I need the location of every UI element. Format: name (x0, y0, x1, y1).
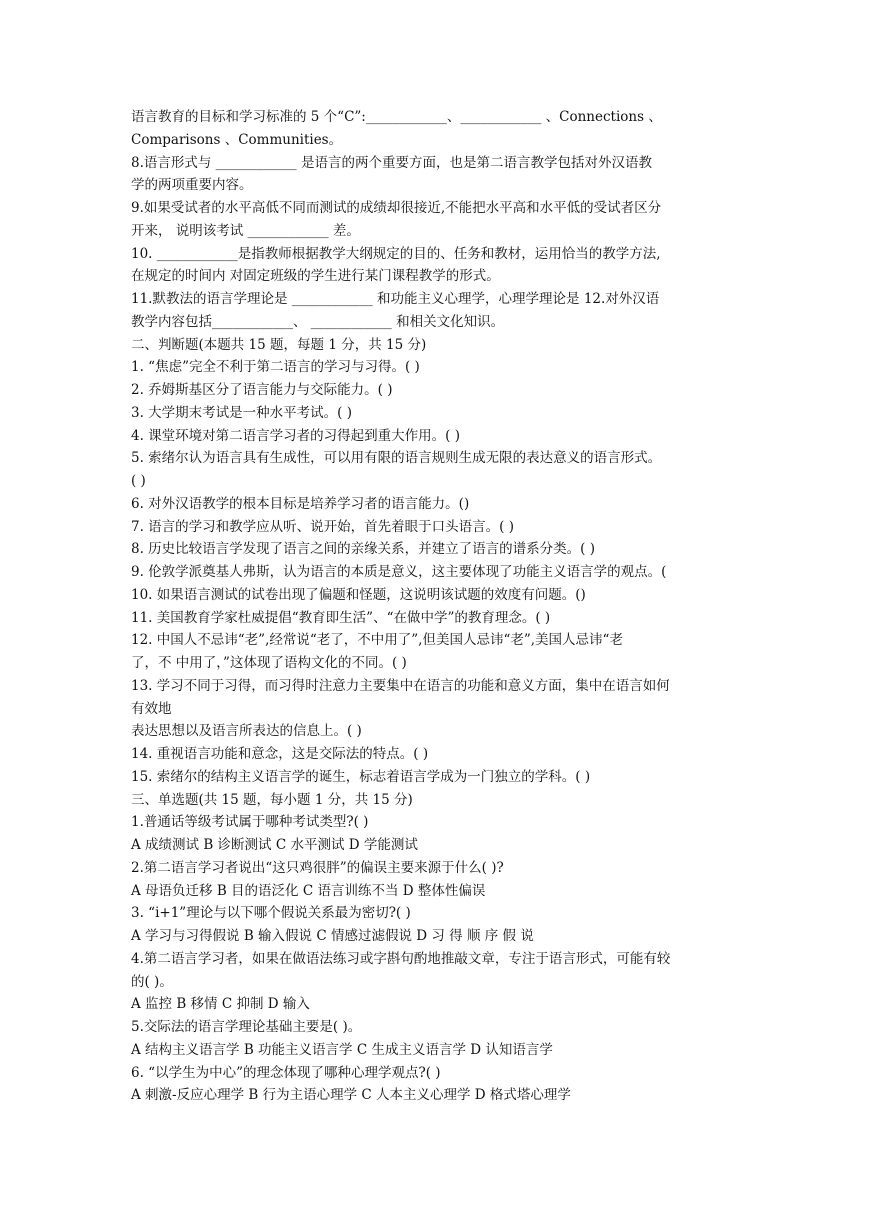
option-line: A 成绩测试 B 诊断测试 C 水平测试 D 学能测试 (131, 837, 418, 853)
text-line: 语言教育的目标和学习标准的 5 个“C”:____________、____________ 、Connections 、 (131, 109, 662, 125)
text-line: 学的两项重要内容。 (131, 177, 253, 194)
option-line: A 母语负迁移 B 目的语泛化 C 语言训练不当 D 整体性偏误 (131, 882, 486, 899)
text-line: 11.默教法的语言学理论是 ____________ 和功能主义心理学，心理学理论是 12.对外汉语 (131, 291, 660, 307)
text-line: 10. ____________是指教师根据教学大纲规定的目的、任务和教材，运用恰当的教学方法, (131, 245, 661, 262)
question-line: 14. 重视语言功能和意念，这是交际法的特点。( ) (131, 746, 429, 762)
question-line: 的( )。 (131, 973, 173, 990)
question-line: 1. “焦虑”完全不利于第二语言的学习与习得。( ) (131, 359, 420, 376)
question-line: 了，不 中用了，”这体现了语构文化的不同。( ) (131, 655, 407, 671)
document-body (131, 106, 743, 1107)
question-line: 表达思想以及语言所表达的信息上。( ) (131, 723, 362, 740)
text-line: 开来， 说明该考试 ____________ 差。 (131, 222, 360, 239)
question-line: 6. 对外汉语教学的根本目标是培养学习者的语言能力。() (131, 495, 470, 512)
question-line: 12. 中国人不忌讳“老”,经常说“老了，不中用了”,但美国人忌讳“老”,美国人忌讳“老 (131, 632, 623, 649)
question-line: 11. 美国教育学家杜威提倡“教育即生活”、“在做中学”的教育理念。( ) (131, 609, 551, 626)
question-line: 3. “i+1”理论与以下哪个假说关系最为密切?( ) (131, 905, 411, 922)
question-line: 5. 索绪尔认为语言具有生成性，可以用有限的语言规则生成无限的表达意义的语言形式。 (131, 450, 662, 467)
question-line: 10. 如果语言测试的试卷出现了偏题和怪题，这说明该试题的效度有问题。() (131, 586, 586, 603)
question-line: 4.第二语言学习者，如果在做语法练习或字斟句酌地推敲文章，专注于语言形式，可能有较 (131, 950, 671, 967)
question-line: 4. 课堂环境对第二语言学习者的习得起到重大作用。( ) (131, 427, 460, 444)
question-line: 2. 乔姆斯基区分了语言能力与交际能力。( ) (131, 382, 393, 398)
text-line: 8.语言形式与 ____________ 是语言的两个重要方面，也是第二语言教学包括对外汉语教 (131, 154, 652, 171)
option-line: A 学习与习得假说 B 输入假说 C 情感过滤假说 D 习 得 顺 序 假 说 (131, 928, 534, 944)
question-line: 8. 历史比较语言学发现了语言之间的亲缘关系，并建立了语言的谱系分类。( ) (131, 541, 595, 558)
option-line: A 结构主义语言学 B 功能主义语言学 C 生成主义语言学 D 认知语言学 (131, 1041, 553, 1058)
question-line: 5.交际法的语言学理论基础主要是( )。 (131, 1019, 362, 1035)
question-line: 15. 索绪尔的结构主义语言学的诞生，标志着语言学成为一门独立的学科。( ) (131, 768, 591, 785)
question-line: ( ) (131, 473, 146, 489)
text-line: 在规定的时间内 对固定班级的学生进行某门课程教学的形式。 (131, 268, 500, 285)
text-line: 9.如果受试者的水平高低不同而测试的成绩却很接近,不能把水平高和水平低的受试者区分 (131, 200, 662, 216)
question-line: 1.普通话等级考试属于哪种考试类型?( ) (131, 814, 369, 831)
option-line: A 刺激-反应心理学 B 行为主语心理学 C 人本主义心理学 D 格式塔心理学 (131, 1087, 571, 1104)
section-heading: 三、单选题(共 15 题，每小题 1 分，共 15 分) (131, 791, 413, 808)
question-line: 13. 学习不同于习得，而习得时注意力主要集中在语言的功能和意义方面，集中在语言如何 (131, 677, 670, 694)
question-line: 9. 伦敦学派奠基人弗斯，认为语言的本质是意义，这主要体现了功能主义语言学的观点。( (131, 564, 667, 580)
question-line: 3. 大学期末考试是一种水平考试。( ) (131, 404, 352, 421)
section-heading: 二、判断题(本题共 15 题，每题 1 分，共 15 分) (131, 336, 427, 353)
text-line: 教学内容包括____________、 ____________ 和相关文化知识。 (131, 313, 505, 330)
option-line: A 监控 B 移情 C 抑制 D 输入 (131, 996, 310, 1013)
question-line: 7. 语言的学习和教学应从听、说开始，首先着眼于口头语言。( ) (131, 518, 514, 535)
question-line: 2.第二语言学习者说出“这只鸡很胖”的偏误主要来源于什么( )? (131, 859, 504, 876)
question-line: 6. “以学生为中心”的理念体现了哪种心理学观点?( ) (131, 1064, 441, 1081)
text-line: Comparisons 、Communities。 (131, 131, 343, 148)
question-line: 有效地 (131, 700, 172, 717)
